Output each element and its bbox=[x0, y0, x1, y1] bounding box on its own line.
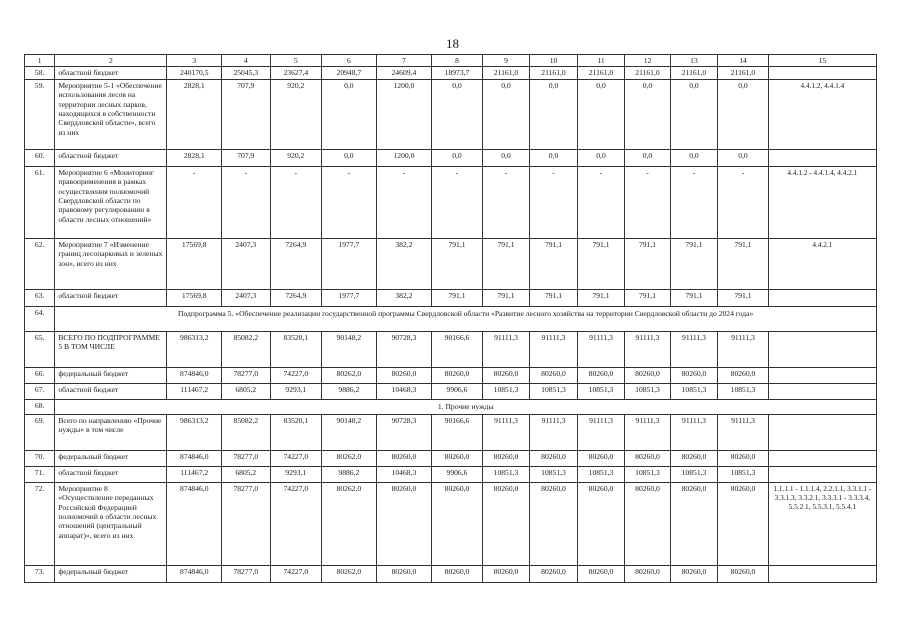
value-cell: 91111,3 bbox=[482, 414, 530, 450]
row-number: 59. bbox=[25, 79, 55, 149]
target-ref-cell bbox=[768, 383, 876, 399]
target-ref-cell bbox=[768, 367, 876, 383]
value-cell: 17569,8 bbox=[167, 238, 222, 289]
value-cell: 80262,0 bbox=[322, 565, 377, 582]
target-ref-cell bbox=[768, 289, 876, 306]
row-name: Мероприятие 8 «Осуществление переданных Российской Федерацией полномочий в области лесных отношений (центральный аппарат)», всего из них bbox=[55, 482, 167, 565]
value-cell: 791,1 bbox=[577, 238, 625, 289]
value-cell: - bbox=[530, 166, 578, 238]
value-cell: 0,0 bbox=[625, 79, 670, 149]
value-cell: 91111,3 bbox=[670, 331, 718, 367]
row-number: 63. bbox=[25, 289, 55, 306]
section-title: 1. Прочие нужды bbox=[55, 399, 877, 414]
value-cell: 80260,0 bbox=[530, 482, 578, 565]
target-ref-cell bbox=[768, 331, 876, 367]
value-cell: 24609,4 bbox=[376, 67, 432, 79]
value-cell: 1977,7 bbox=[322, 289, 377, 306]
value-cell: 0,0 bbox=[577, 79, 625, 149]
row-number: 73. bbox=[25, 565, 55, 582]
value-cell: 10468,3 bbox=[376, 383, 432, 399]
column-header: 4 bbox=[222, 55, 271, 67]
value-cell: 80260,0 bbox=[530, 565, 578, 582]
value-cell: 10851,3 bbox=[625, 466, 670, 482]
value-cell: 9906,6 bbox=[432, 466, 483, 482]
column-header: 6 bbox=[322, 55, 377, 67]
value-cell: 1977,7 bbox=[322, 238, 377, 289]
value-cell: 91111,3 bbox=[577, 331, 625, 367]
value-cell: 791,1 bbox=[530, 238, 578, 289]
value-cell: 10851,3 bbox=[670, 383, 718, 399]
table-row bbox=[25, 383, 877, 399]
row-number: 62. bbox=[25, 238, 55, 289]
value-cell: 791,1 bbox=[718, 289, 769, 306]
value-cell: 78277,0 bbox=[222, 450, 271, 466]
value-cell: 9886,2 bbox=[322, 466, 377, 482]
value-cell: 2407,3 bbox=[222, 238, 271, 289]
value-cell: 791,1 bbox=[432, 238, 483, 289]
row-number: 60. bbox=[25, 149, 55, 166]
value-cell: 91111,3 bbox=[625, 414, 670, 450]
column-header: 5 bbox=[270, 55, 322, 67]
value-cell: 0,0 bbox=[670, 79, 718, 149]
value-cell: 80262,0 bbox=[322, 450, 377, 466]
value-cell: 78277,0 bbox=[222, 367, 271, 383]
target-ref-cell bbox=[768, 450, 876, 466]
target-ref-cell: 4.4.1.2, 4.4.1.4 bbox=[768, 79, 876, 149]
row-name: областной бюджет bbox=[55, 149, 167, 166]
value-cell: 80260,0 bbox=[625, 482, 670, 565]
value-cell: 986313,2 bbox=[167, 331, 222, 367]
value-cell: - bbox=[577, 166, 625, 238]
value-cell: 0,0 bbox=[530, 79, 578, 149]
value-cell: 80260,0 bbox=[432, 565, 483, 582]
value-cell: 74227,0 bbox=[270, 450, 322, 466]
row-number: 58. bbox=[25, 67, 55, 79]
value-cell: 707,9 bbox=[222, 79, 271, 149]
row-number: 65. bbox=[25, 331, 55, 367]
value-cell: 874846,0 bbox=[167, 367, 222, 383]
value-cell: 91111,3 bbox=[718, 331, 769, 367]
value-cell: 85082,2 bbox=[222, 414, 271, 450]
value-cell: 2407,3 bbox=[222, 289, 271, 306]
value-cell: 23627,4 bbox=[270, 67, 322, 79]
column-header: 10 bbox=[530, 55, 578, 67]
value-cell: 10851,3 bbox=[625, 383, 670, 399]
table-row bbox=[25, 166, 877, 238]
value-cell: - bbox=[322, 166, 377, 238]
value-cell: 10851,3 bbox=[530, 383, 578, 399]
value-cell: 0,0 bbox=[530, 149, 578, 166]
value-cell: 80260,0 bbox=[376, 482, 432, 565]
value-cell: 21161,0 bbox=[577, 67, 625, 79]
value-cell: 80260,0 bbox=[718, 565, 769, 582]
value-cell: 6805,2 bbox=[222, 383, 271, 399]
section-row bbox=[25, 306, 877, 331]
row-number: 69. bbox=[25, 414, 55, 450]
table-row bbox=[25, 367, 877, 383]
value-cell: 9293,1 bbox=[270, 466, 322, 482]
row-number: 61. bbox=[25, 166, 55, 238]
value-cell: - bbox=[718, 166, 769, 238]
value-cell: 1200,0 bbox=[376, 79, 432, 149]
column-header: 7 bbox=[376, 55, 432, 67]
value-cell: 91111,3 bbox=[577, 414, 625, 450]
value-cell: 80260,0 bbox=[577, 367, 625, 383]
value-cell: 791,1 bbox=[625, 238, 670, 289]
column-header: 2 bbox=[55, 55, 167, 67]
value-cell: 78277,0 bbox=[222, 565, 271, 582]
value-cell: 80260,0 bbox=[530, 367, 578, 383]
value-cell: 91111,3 bbox=[530, 414, 578, 450]
row-name: областной бюджет bbox=[55, 67, 167, 79]
value-cell: 874846,0 bbox=[167, 450, 222, 466]
value-cell: 80260,0 bbox=[376, 565, 432, 582]
value-cell: 10851,3 bbox=[718, 466, 769, 482]
target-ref-cell bbox=[768, 149, 876, 166]
value-cell: 791,1 bbox=[670, 238, 718, 289]
value-cell: 80260,0 bbox=[718, 450, 769, 466]
value-cell: - bbox=[482, 166, 530, 238]
value-cell: 111467,2 bbox=[167, 383, 222, 399]
value-cell: 0,0 bbox=[322, 149, 377, 166]
value-cell: 707,9 bbox=[222, 149, 271, 166]
value-cell: 74227,0 bbox=[270, 482, 322, 565]
value-cell: 791,1 bbox=[432, 289, 483, 306]
value-cell: 0,0 bbox=[718, 79, 769, 149]
row-number: 70. bbox=[25, 450, 55, 466]
value-cell: 10851,3 bbox=[482, 466, 530, 482]
value-cell: 10851,3 bbox=[577, 383, 625, 399]
value-cell: 80260,0 bbox=[670, 482, 718, 565]
value-cell: 0,0 bbox=[625, 149, 670, 166]
value-cell: 1200,0 bbox=[376, 149, 432, 166]
column-header: 8 bbox=[432, 55, 483, 67]
value-cell: 382,2 bbox=[376, 238, 432, 289]
row-number: 67. bbox=[25, 383, 55, 399]
value-cell: 91111,3 bbox=[670, 414, 718, 450]
column-header: 11 bbox=[577, 55, 625, 67]
value-cell: 0,0 bbox=[718, 149, 769, 166]
value-cell: 80260,0 bbox=[718, 482, 769, 565]
value-cell: 18973,7 bbox=[432, 67, 483, 79]
row-number: 71. bbox=[25, 466, 55, 482]
target-ref-cell bbox=[768, 466, 876, 482]
value-cell: - bbox=[270, 166, 322, 238]
value-cell: 986313,2 bbox=[167, 414, 222, 450]
value-cell: 791,1 bbox=[577, 289, 625, 306]
value-cell: 74227,0 bbox=[270, 367, 322, 383]
value-cell: 0,0 bbox=[670, 149, 718, 166]
row-name: федеральный бюджет bbox=[55, 367, 167, 383]
row-name: федеральный бюджет bbox=[55, 450, 167, 466]
value-cell: 7264,9 bbox=[270, 238, 322, 289]
row-name: ВСЕГО ПО ПОДПРОГРАММЕ 5 В ТОМ ЧИСЛЕ bbox=[55, 331, 167, 367]
value-cell: 25045,3 bbox=[222, 67, 271, 79]
value-cell: - bbox=[432, 166, 483, 238]
value-cell: 80260,0 bbox=[625, 450, 670, 466]
value-cell: 80260,0 bbox=[482, 450, 530, 466]
value-cell: 80260,0 bbox=[718, 367, 769, 383]
value-cell: 80260,0 bbox=[577, 482, 625, 565]
value-cell: 791,1 bbox=[718, 238, 769, 289]
value-cell: 0,0 bbox=[322, 79, 377, 149]
table-row bbox=[25, 565, 877, 582]
value-cell: 2828,1 bbox=[167, 149, 222, 166]
column-header: 3 bbox=[167, 55, 222, 67]
value-cell: 20948,7 bbox=[322, 67, 377, 79]
value-cell: 80262,0 bbox=[322, 367, 377, 383]
value-cell: 10851,3 bbox=[577, 466, 625, 482]
table-row bbox=[25, 289, 877, 306]
value-cell: 80262,0 bbox=[322, 482, 377, 565]
value-cell: 10851,3 bbox=[670, 466, 718, 482]
value-cell: 80260,0 bbox=[376, 367, 432, 383]
row-name: Всего по направлению «Прочие нужды» в том числе bbox=[55, 414, 167, 450]
value-cell: - bbox=[376, 166, 432, 238]
value-cell: 17569,8 bbox=[167, 289, 222, 306]
value-cell: 80260,0 bbox=[577, 450, 625, 466]
value-cell: 9886,2 bbox=[322, 383, 377, 399]
value-cell: 7264,9 bbox=[270, 289, 322, 306]
value-cell: 74227,0 bbox=[270, 565, 322, 582]
value-cell: - bbox=[222, 166, 271, 238]
value-cell: 90728,3 bbox=[376, 414, 432, 450]
value-cell: 0,0 bbox=[577, 149, 625, 166]
section-title: Подпрограмма 5. «Обеспечение реализации государственной программы Свердловской области «Развитие лесного хозяйства на территории Свердловской области до 2024 года» bbox=[55, 306, 877, 331]
row-name: Мероприятие 6 «Мониторинг правоприменения в рамках осуществления полномочий Свердловской области по правовому регулированию в области лесных отношений» bbox=[55, 166, 167, 238]
value-cell: 874846,0 bbox=[167, 482, 222, 565]
table-row bbox=[25, 238, 877, 289]
row-name: областной бюджет bbox=[55, 289, 167, 306]
column-header: 15 bbox=[768, 55, 876, 67]
value-cell: 80260,0 bbox=[625, 565, 670, 582]
value-cell: 382,2 bbox=[376, 289, 432, 306]
value-cell: 91111,3 bbox=[625, 331, 670, 367]
value-cell: 90728,3 bbox=[376, 331, 432, 367]
value-cell: 920,2 bbox=[270, 149, 322, 166]
value-cell: - bbox=[670, 166, 718, 238]
value-cell: 111467,2 bbox=[167, 466, 222, 482]
value-cell: 0,0 bbox=[482, 79, 530, 149]
column-header: 14 bbox=[718, 55, 769, 67]
value-cell: 80260,0 bbox=[432, 482, 483, 565]
value-cell: 10851,3 bbox=[718, 383, 769, 399]
value-cell: 920,2 bbox=[270, 79, 322, 149]
target-ref-cell: 4.4.2.1 bbox=[768, 238, 876, 289]
value-cell: 91111,3 bbox=[718, 414, 769, 450]
row-name: областной бюджет bbox=[55, 383, 167, 399]
column-header: 12 bbox=[625, 55, 670, 67]
value-cell: 91111,3 bbox=[482, 331, 530, 367]
value-cell: 10851,3 bbox=[482, 383, 530, 399]
value-cell: 791,1 bbox=[482, 289, 530, 306]
page-number: 18 bbox=[446, 36, 459, 51]
value-cell: 80260,0 bbox=[432, 450, 483, 466]
value-cell: 21161,0 bbox=[625, 67, 670, 79]
value-cell: 80260,0 bbox=[670, 565, 718, 582]
value-cell: 874846,0 bbox=[167, 565, 222, 582]
value-cell: - bbox=[625, 166, 670, 238]
value-cell: 21161,0 bbox=[530, 67, 578, 79]
table-row bbox=[25, 149, 877, 166]
row-name: Мероприятие 5-1 «Обеспечение использования лесов на территории лесных парков, находящихся в собственности Свердловской области», всего из них bbox=[55, 79, 167, 149]
value-cell: 83520,1 bbox=[270, 331, 322, 367]
value-cell: 90166,6 bbox=[432, 414, 483, 450]
value-cell: 6805,2 bbox=[222, 466, 271, 482]
value-cell: 80260,0 bbox=[482, 565, 530, 582]
value-cell: 90148,2 bbox=[322, 331, 377, 367]
row-name: областной бюджет bbox=[55, 466, 167, 482]
value-cell: 791,1 bbox=[530, 289, 578, 306]
column-header: 9 bbox=[482, 55, 530, 67]
value-cell: 10851,3 bbox=[530, 466, 578, 482]
table-row bbox=[25, 482, 877, 565]
value-cell: - bbox=[167, 166, 222, 238]
value-cell: 80260,0 bbox=[482, 482, 530, 565]
row-name: федеральный бюджет bbox=[55, 565, 167, 582]
value-cell: 21161,0 bbox=[482, 67, 530, 79]
target-ref-cell bbox=[768, 67, 876, 79]
row-number: 72. bbox=[25, 482, 55, 565]
value-cell: 21161,0 bbox=[718, 67, 769, 79]
value-cell: 80260,0 bbox=[530, 450, 578, 466]
value-cell: 0,0 bbox=[432, 149, 483, 166]
row-number: 66. bbox=[25, 367, 55, 383]
value-cell: 791,1 bbox=[625, 289, 670, 306]
table-row bbox=[25, 79, 877, 149]
value-cell: 85082,2 bbox=[222, 331, 271, 367]
table-row bbox=[25, 67, 877, 79]
value-cell: 80260,0 bbox=[432, 367, 483, 383]
table-row bbox=[25, 466, 877, 482]
value-cell: 21161,0 bbox=[670, 67, 718, 79]
table-row bbox=[25, 331, 877, 367]
value-cell: 80260,0 bbox=[577, 565, 625, 582]
value-cell: 80260,0 bbox=[482, 367, 530, 383]
value-cell: 90148,2 bbox=[322, 414, 377, 450]
header-row bbox=[25, 55, 877, 67]
budget-table bbox=[24, 54, 877, 583]
value-cell: 80260,0 bbox=[376, 450, 432, 466]
value-cell: 9293,1 bbox=[270, 383, 322, 399]
value-cell: 791,1 bbox=[482, 238, 530, 289]
target-ref-cell: 4.4.1.2 - 4.4.1.4, 4.4.2.1 bbox=[768, 166, 876, 238]
value-cell: 83520,1 bbox=[270, 414, 322, 450]
value-cell: 0,0 bbox=[432, 79, 483, 149]
value-cell: 10468,3 bbox=[376, 466, 432, 482]
value-cell: 240170,5 bbox=[167, 67, 222, 79]
target-ref-cell bbox=[768, 414, 876, 450]
value-cell: 2828,1 bbox=[167, 79, 222, 149]
value-cell: 90166,6 bbox=[432, 331, 483, 367]
row-name: Мероприятие 7 «Изменение границ лесопарковых и зеленых зон», всего из них bbox=[55, 238, 167, 289]
value-cell: 0,0 bbox=[482, 149, 530, 166]
row-number: 68. bbox=[25, 399, 55, 414]
target-ref-cell: 1.1.1.1 - 1.1.1.4, 2.2.1.1, 3.3.1.1 - 3.3.1.3, 3.3.2.1, 3.3.3.1 - 3.3.3.4, 5.5.2.1, 5.5.3.1, 5.5.4.1 bbox=[768, 482, 876, 565]
table-row bbox=[25, 450, 877, 466]
value-cell: 91111,3 bbox=[530, 331, 578, 367]
target-ref-cell bbox=[768, 565, 876, 582]
section-row bbox=[25, 399, 877, 414]
column-header: 1 bbox=[25, 55, 55, 67]
row-number: 64. bbox=[25, 306, 55, 331]
column-header: 13 bbox=[670, 55, 718, 67]
value-cell: 80260,0 bbox=[670, 367, 718, 383]
value-cell: 78277,0 bbox=[222, 482, 271, 565]
table-row bbox=[25, 414, 877, 450]
value-cell: 791,1 bbox=[670, 289, 718, 306]
value-cell: 9906,6 bbox=[432, 383, 483, 399]
value-cell: 80260,0 bbox=[670, 450, 718, 466]
value-cell: 80260,0 bbox=[625, 367, 670, 383]
